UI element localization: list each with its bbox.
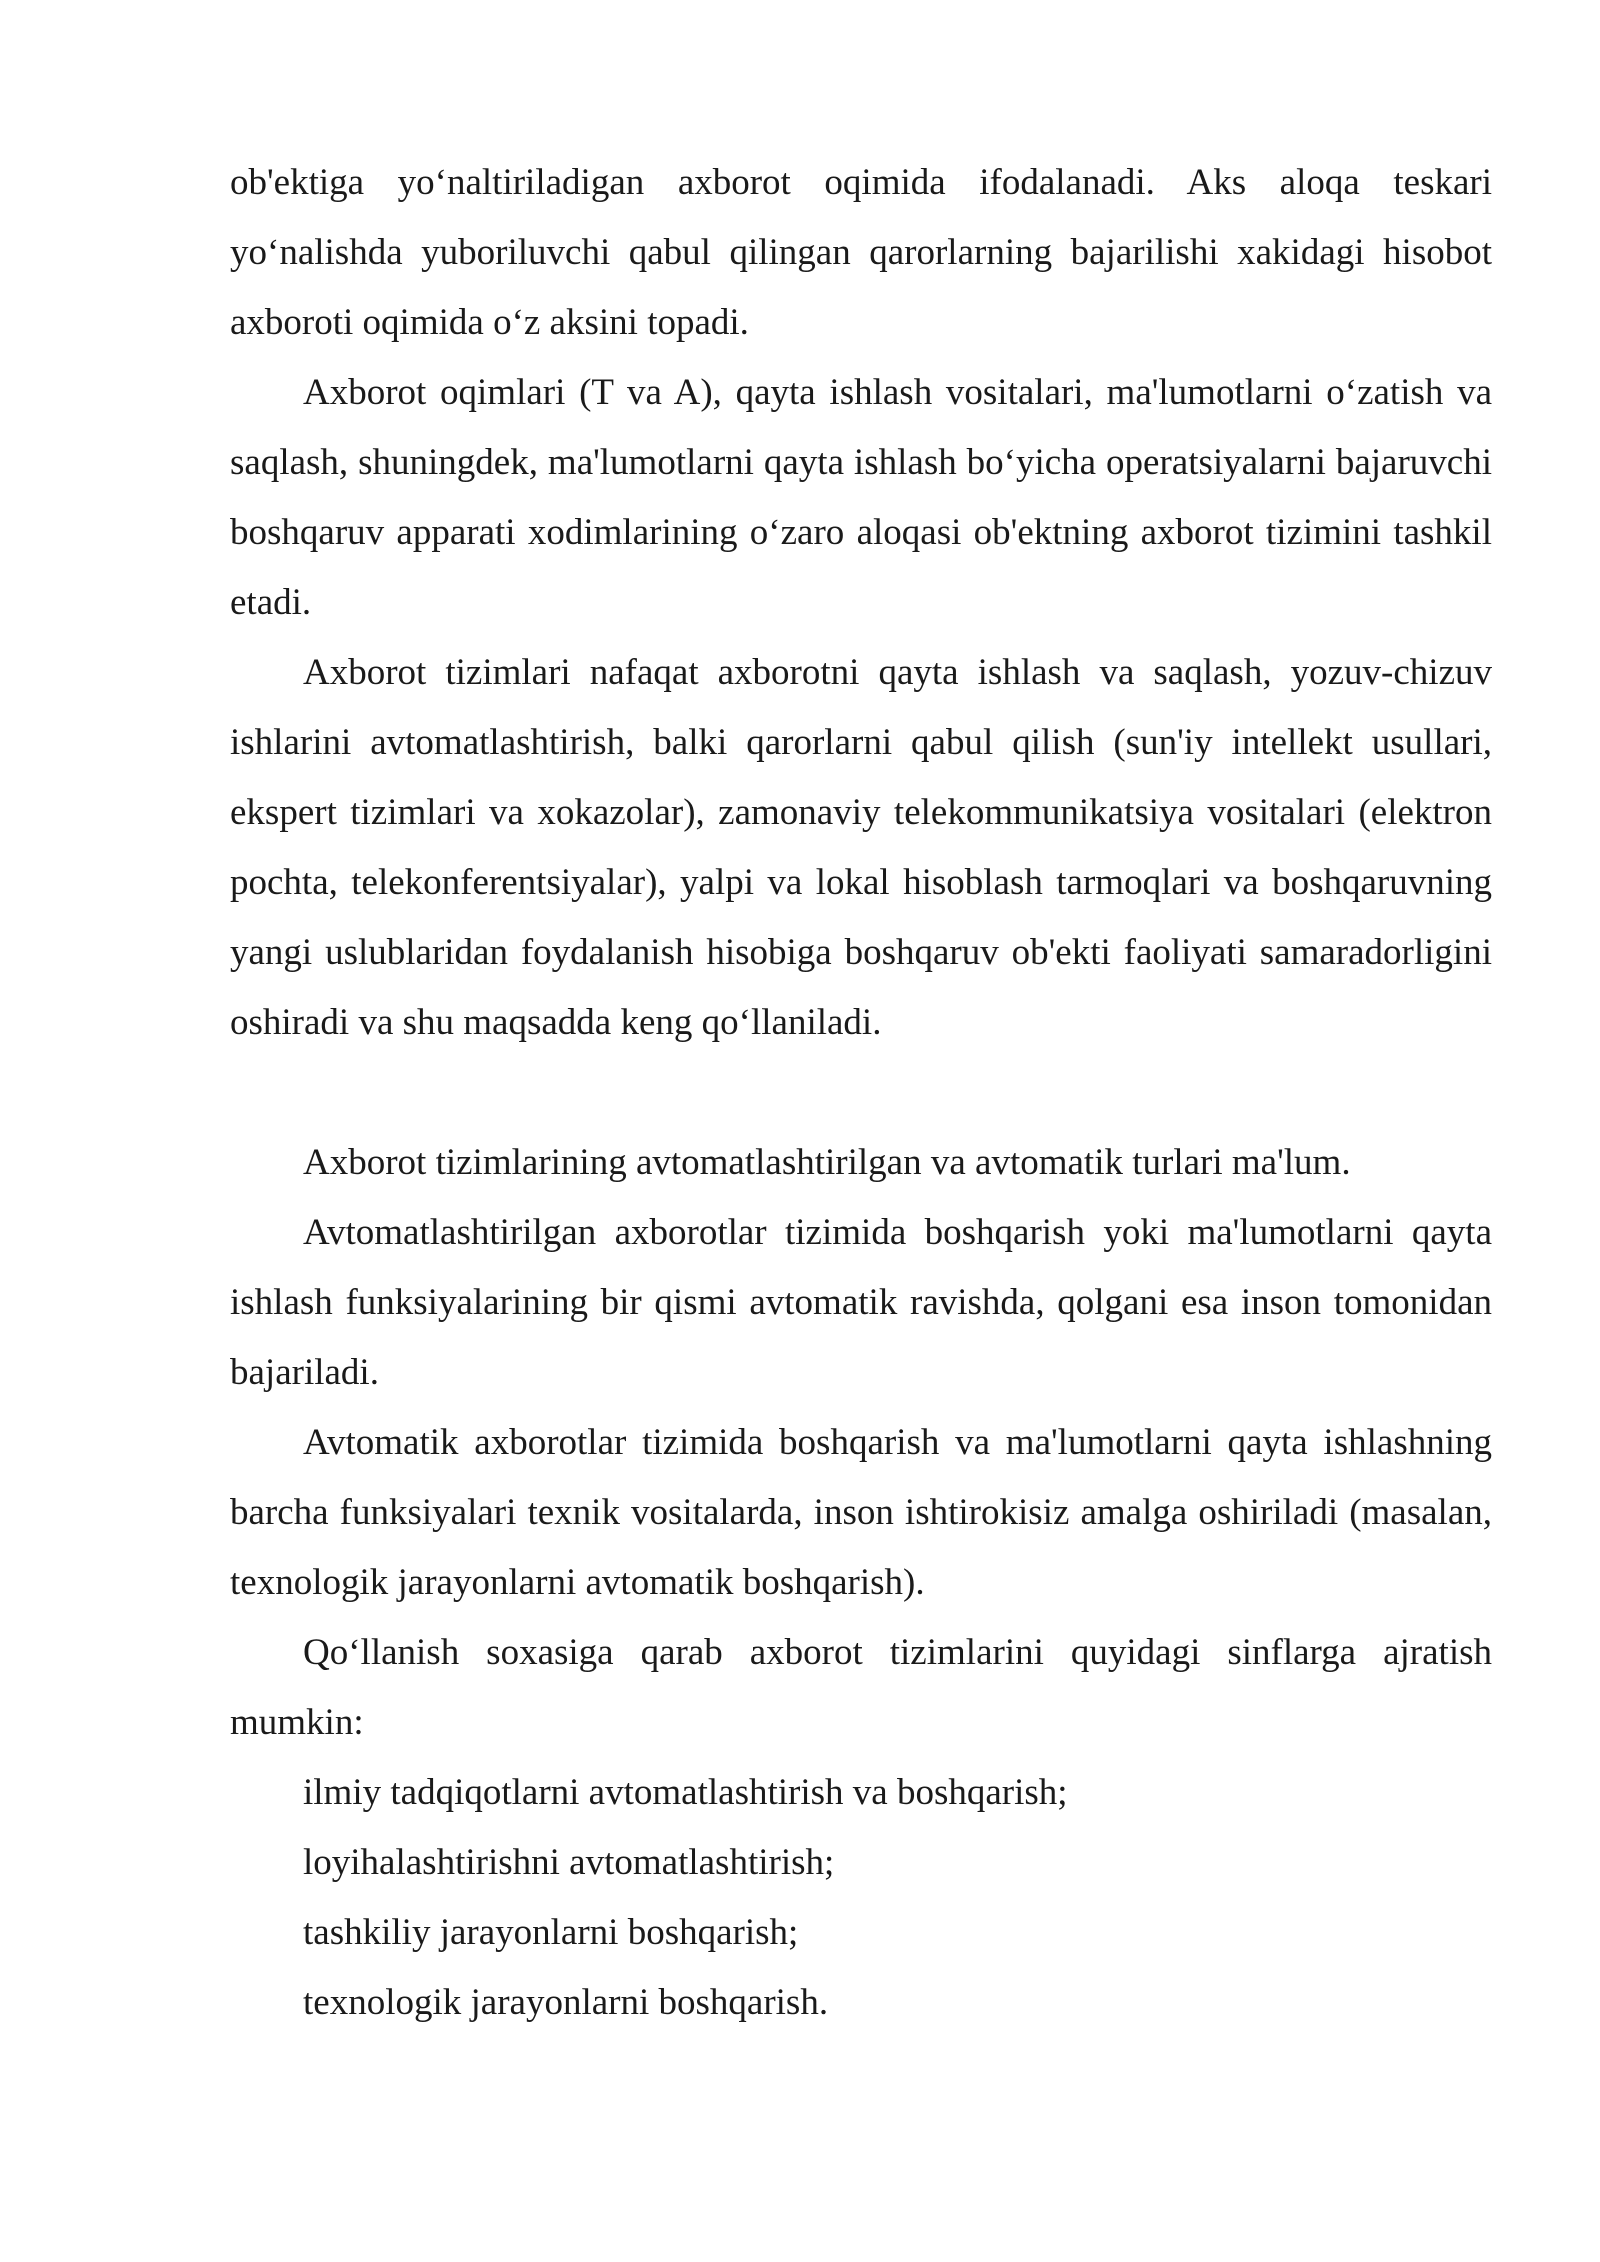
paragraph-4: Axborot tizimlarining avtomatlashtirilgan va avtomatik turlari ma'lum. (303, 1142, 1351, 1183)
paragraph-6: Avtomatik axborotlar tizimida boshqarish va ma'lumotlarni qayta ishlashning barcha funksiyalari texnik vositalarda, inson ishtirokisiz amalga oshiriladi (masalan, texnologik jarayonlarni avtomatik boshqarish). (230, 1422, 1492, 1603)
paragraph-3: Axborot tizimlari nafaqat axborotni qayta ishlash va saqlash, yozuv-chizuv ishlarini avtomatlashtirish, balki qarorlarni qabul qilish (sun'iy intellekt usullari, ekspert tizimlari va xokazolar), zamonaviy telekommunikatsiya vositalari (elektron pochta, telekonferentsiyalar), yalpi va lokal hisoblash tarmoqlari va boshqaruvning yangi uslublaridan foydalanish hisobiga boshqaruv ob'ekti faoliyati samaradorligini oshiradi va shu maqsadda keng qo‘llaniladi. (230, 652, 1492, 1043)
paragraph-2: Axborot oqimlari (T va A), qayta ishlash vositalari, ma'lumotlarni o‘zatish va saqlash, shuningdek, ma'lumotlarni qayta ishlash bo‘yicha operatsiyalarni bajaruvchi boshqaruv apparati xodimlarining o‘zaro aloqasi ob'ektning axborot tizimini tashkil etadi. (230, 372, 1492, 623)
document-page (230, 148, 1492, 2038)
list-item: ilmiy tadqiqotlarni avtomatlashtirish va boshqarish; (303, 1772, 1068, 1813)
list-item: texnologik jarayonlarni boshqarish. (303, 1982, 829, 2023)
list-item: tashkiliy jarayonlarni boshqarish; (303, 1912, 799, 1953)
paragraph-5: Avtomatlashtirilgan axborotlar tizimida boshqarish yoki ma'lumotlarni qayta ishlash funksiyalarining bir qismi avtomatik ravishda, qolgani esa inson tomonidan bajariladi. (230, 1212, 1492, 1393)
paragraph-spacer (230, 1058, 1492, 1128)
list-item: loyihalashtirishni avtomatlashtirish; (303, 1842, 835, 1883)
paragraph-1: ob'ektiga yo‘naltiriladigan axborot oqimida ifodalanadi. Aks aloqa teskari yo‘nalishda yuboriluvchi qabul qilingan qarorlarning bajarilishi xakidagi hisobot axboroti oqimida o‘z aksini topadi. (230, 162, 1492, 343)
classification-list (230, 1758, 1492, 2038)
paragraph-7: Qo‘llanish soxasiga qarab axborot tizimlarini quyidagi sinflarga ajratish mumkin: (230, 1632, 1492, 1743)
